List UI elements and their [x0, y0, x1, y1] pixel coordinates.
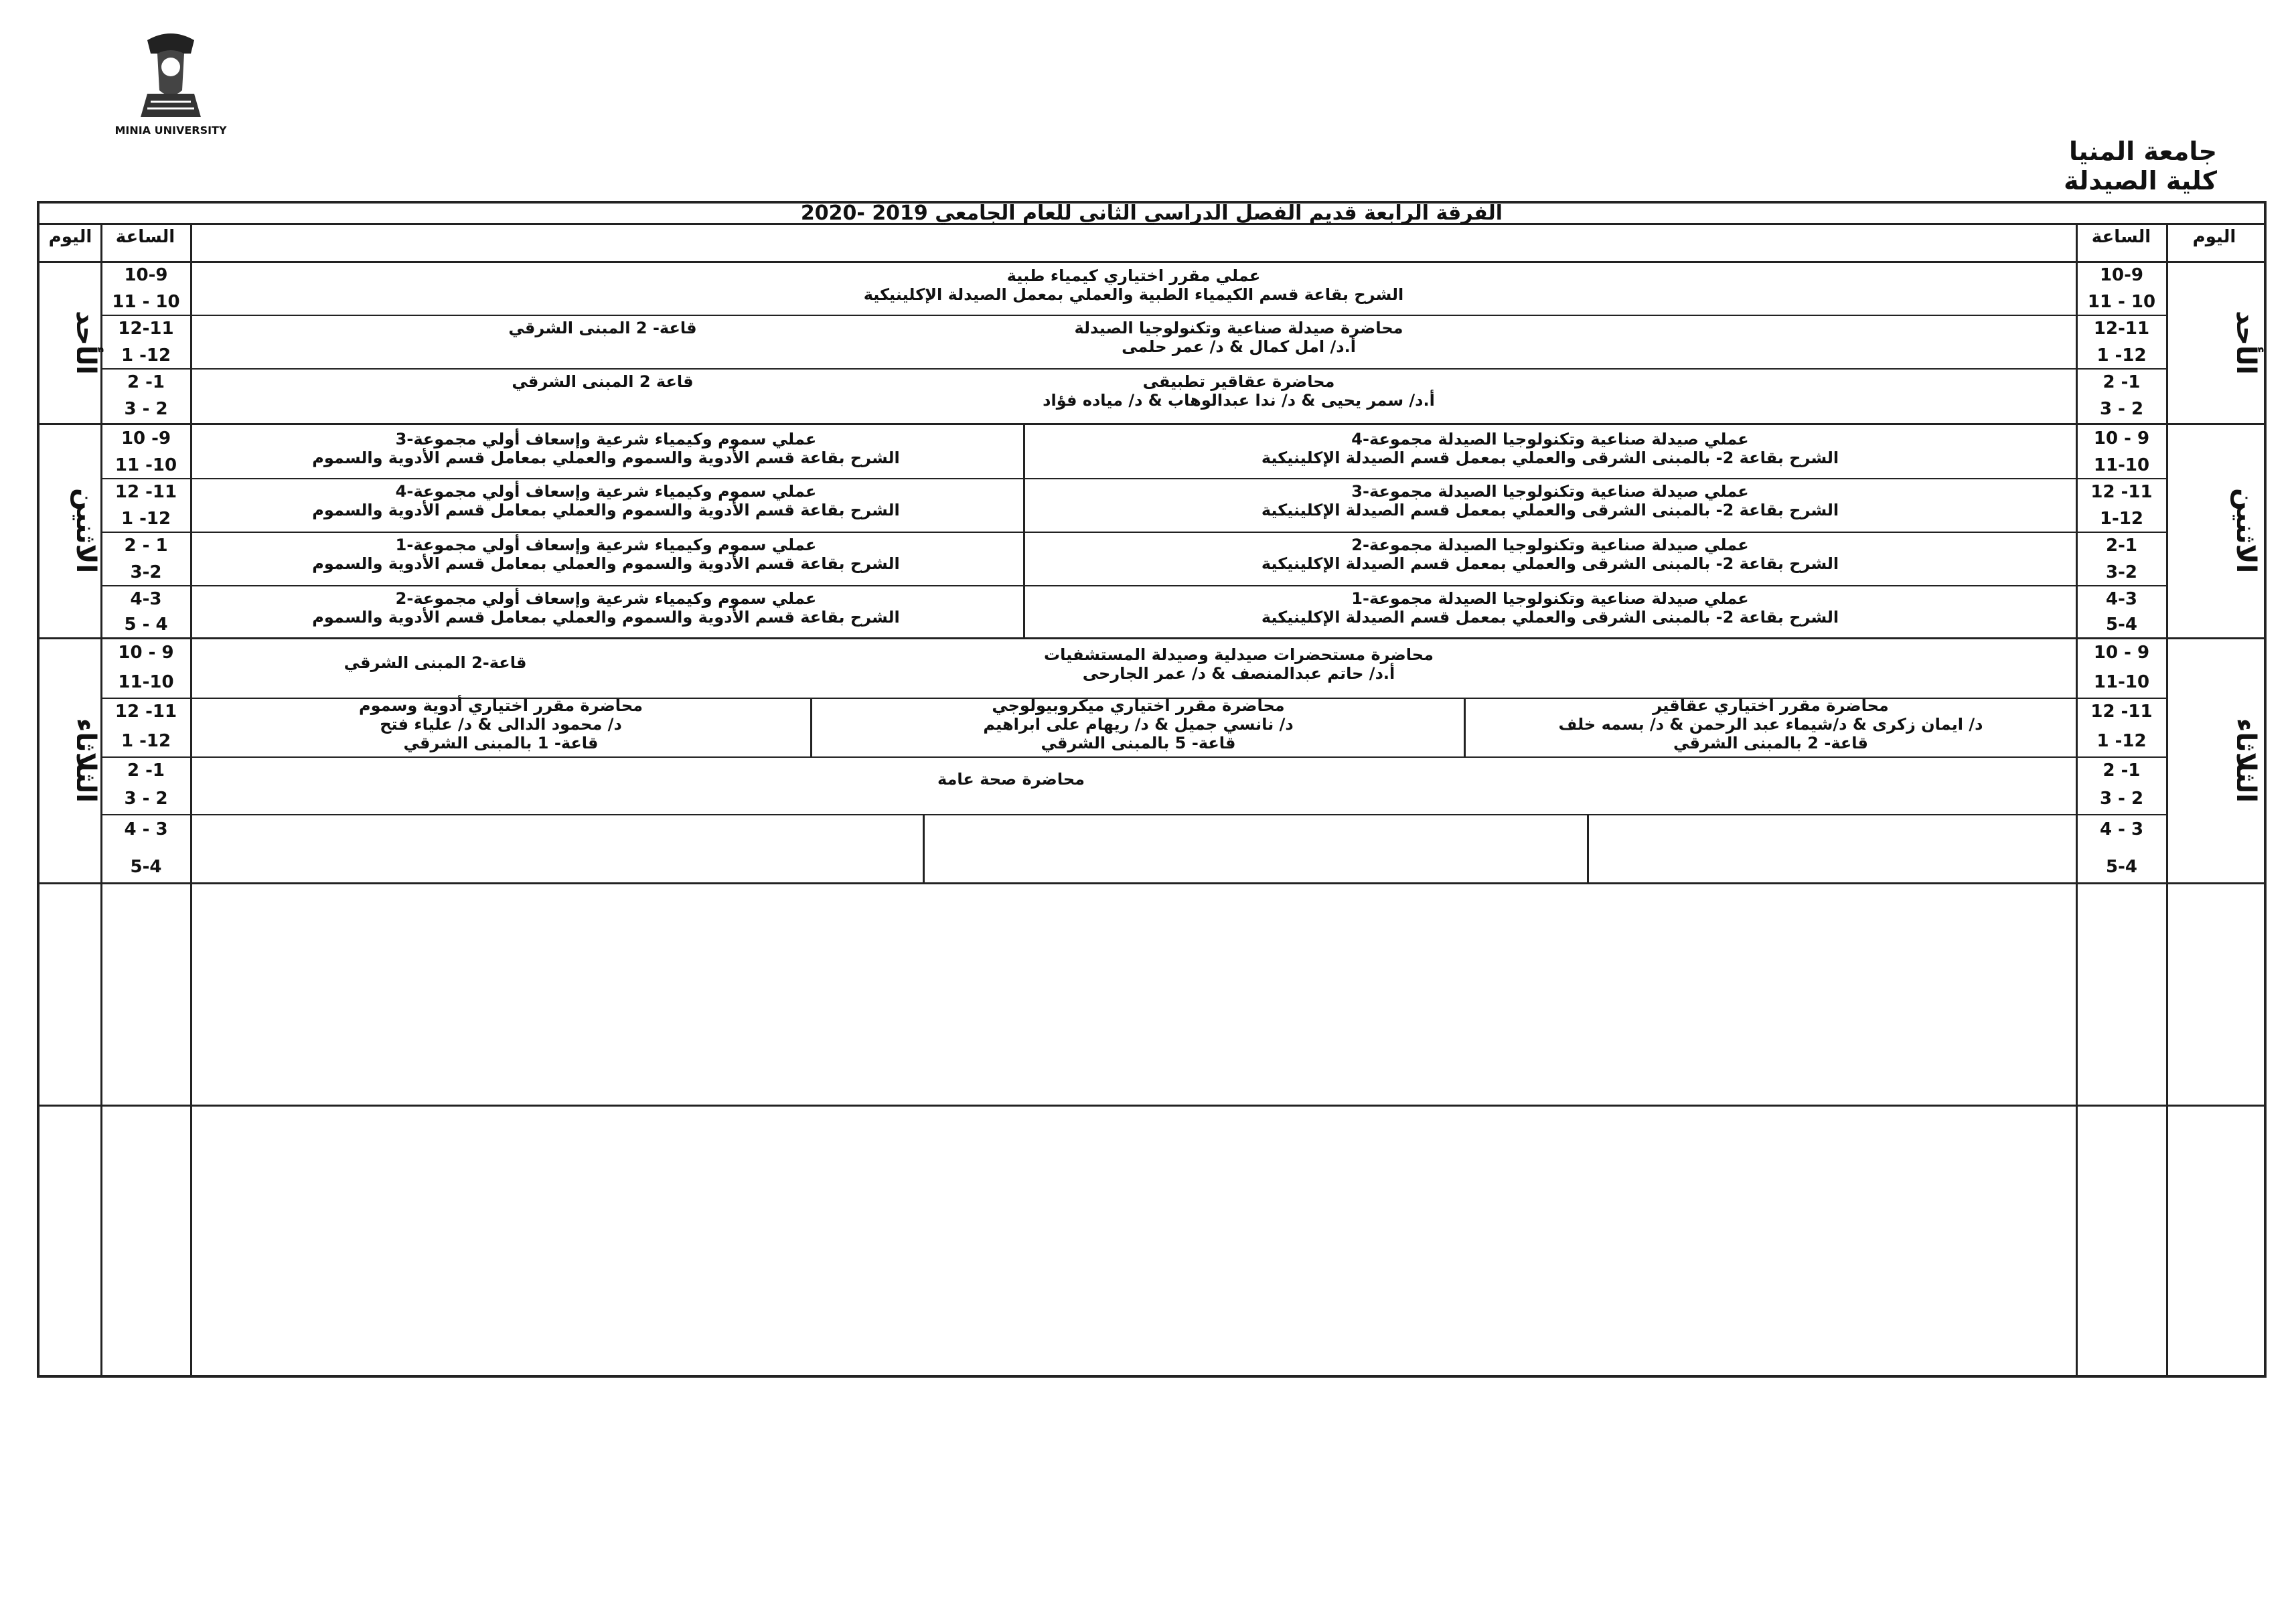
divider [1587, 814, 1589, 882]
sunday-lecture-pharmacognosy [870, 372, 1607, 410]
time-slot: 11-10 [118, 672, 174, 692]
time-slot: 3 - 2 [2099, 399, 2144, 419]
cell-line: الشرح بقاعة قسم الأدوية والسموم والعملي بمعامل قسم الأدوية والسموم [312, 449, 900, 467]
divider [2077, 315, 2166, 316]
divider [102, 585, 2166, 586]
university-logo [121, 27, 221, 127]
time-slot: 10 -9 [121, 428, 171, 449]
cell-line: محاضرة مقرر اختياري ميكروبيولوجي [992, 696, 1285, 715]
col-header-day-right: اليوم [2192, 227, 2236, 247]
time-slot: 10-9 [124, 265, 168, 285]
cell-line: قاعة- 1 بالمبنى الشرقي [403, 734, 599, 752]
time-slot: 2 -1 [2102, 372, 2141, 392]
time-slot: 4 - 3 [124, 819, 168, 839]
time-slot: 3 - 2 [124, 789, 168, 809]
time-slot: 12-11 [118, 319, 174, 339]
cell-line: قاعة- 2 بالمبنى الشرقي [1673, 734, 1868, 752]
cell-line: عملي سموم وكيمياء شرعية وإسعاف أولي مجموعة-1 [395, 536, 817, 554]
cell-line: عملي مقرر اختياري كيمياء طبية [1006, 266, 1261, 285]
cell-line: محاضرة مقرر اختياري أدوية وسموم [359, 696, 643, 715]
divider [190, 225, 192, 1375]
divider [102, 756, 2166, 758]
time-slot: 5-4 [2106, 615, 2137, 635]
col-header-time-left: الساعة [115, 227, 175, 247]
cell-line: الشرح بقاعة 2- بالمبنى الشرقى والعملي بمعمل قسم الصيدلة الإكلينيكية [1261, 501, 1839, 519]
cell-line: محاضرة صيدلة صناعية وتكنولوجيا الصيدلة [1074, 319, 1403, 337]
monday-r3-toxicology [194, 536, 1018, 573]
divider [923, 814, 925, 882]
university-name: جامعة المنيا [2069, 137, 2217, 166]
col-header-time-right: الساعة [2091, 227, 2151, 247]
cell-line: قاعة- 5 بالمبنى الشرقي [1041, 734, 1236, 752]
time-slot: 12 -11 [2090, 702, 2153, 722]
time-slot: 11-10 [2093, 672, 2150, 692]
divider [40, 882, 2264, 884]
divider [102, 368, 2076, 370]
time-slot: 5-4 [2106, 857, 2137, 877]
sunday-practical-medchem [192, 266, 2075, 304]
logo-caption: MINIA UNIVERSITY [114, 124, 227, 137]
time-slot: 12 -11 [114, 482, 177, 502]
monday-r1-toxicology [194, 430, 1018, 467]
tuesday-elective-pharmacology [194, 696, 808, 752]
time-slot: 3-2 [130, 562, 162, 582]
day-label-monday-right: الاثنين [2230, 488, 2261, 574]
divider [40, 261, 2264, 263]
divider [102, 532, 2166, 533]
sunday-lecture-industrial-pharmacy [870, 319, 1607, 356]
divider [40, 423, 2264, 425]
cell-line: الشرح بقاعة قسم الأدوية والسموم والعملي بمعامل قسم الأدوية والسموم [312, 501, 900, 519]
time-slot: 10 - 9 [2093, 643, 2150, 663]
day-label-sunday-left: الأحد [70, 311, 101, 375]
divider [102, 814, 2166, 815]
tuesday-elective-pharmacognosy [1468, 696, 2074, 752]
time-slot: 2-1 [2106, 536, 2137, 556]
cell-line: الشرح بقاعة قسم الأدوية والسموم والعملي بمعامل قسم الأدوية والسموم [312, 608, 900, 627]
time-slot: 1-12 [2099, 509, 2144, 529]
divider [2077, 368, 2166, 370]
cell-line: الشرح بقاعة 2- بالمبنى الشرقى والعملي بمعمل قسم الصيدلة الإكلينيكية [1261, 554, 1839, 573]
cell-line: محاضرة مقرر اختياري عقاقير [1653, 696, 1889, 715]
timetable-title: الفرقة الرابعة قديم الفصل الدراسي الثاني للعام الجامعي 2019 -2020 [40, 204, 2264, 225]
time-slot: 1 -12 [121, 345, 171, 366]
monday-r4-industrial [1028, 589, 2072, 627]
time-slot: 10 - 9 [2093, 428, 2150, 449]
time-slot: 12 -11 [2090, 482, 2153, 502]
divider [102, 478, 2166, 479]
time-slot: 10 - 9 [118, 643, 174, 663]
tuesday-lecture-public-health: محاضرة صحة عامة [937, 770, 1085, 789]
divider [40, 637, 2264, 639]
time-slot: 5 - 4 [124, 615, 168, 635]
day-label-sunday-right: الأحد [2230, 311, 2261, 375]
cell-line: محاضرة عقاقير تطبيقى [1142, 372, 1335, 391]
cell-line: عملي صيدلة صناعية وتكنولوجيا الصيدلة مجموعة-2 [1351, 536, 1749, 554]
cell-line: أ.د/ سمر يحيى & د/ ندا عبدالوهاب & د/ مياده فؤاد [1043, 391, 1435, 410]
university-header [2064, 137, 2217, 195]
time-slot: 2 - 1 [124, 536, 168, 556]
monday-r3-industrial [1028, 536, 2072, 573]
cell-line: الشرح بقاعة قسم الأدوية والسموم والعملي بمعامل قسم الأدوية والسموم [312, 554, 900, 573]
time-slot: 1 -12 [2096, 345, 2147, 366]
time-slot: 2 -1 [2102, 760, 2141, 781]
tuesday-elective-microbiology [814, 696, 1462, 752]
cell-line: د/ ايمان زكرى & د/شيماء عبد الرحمن & د/ بسمه خلف [1558, 715, 1983, 734]
time-slot: 10-9 [2099, 265, 2144, 285]
time-slot: 4-3 [2106, 589, 2137, 609]
time-slot: 2 -1 [127, 760, 165, 781]
cell-line: د/ محمود الدالى & د/ علياء فتح [380, 715, 622, 734]
monday-r2-toxicology [194, 482, 1018, 519]
time-slot: 3 - 2 [124, 399, 168, 419]
tuesday-lecture-hospital-pharmacy [803, 645, 1674, 683]
sunday-hall: قاعة 2 المبنى الشرقي [512, 372, 694, 391]
cell-line: عملي صيدلة صناعية وتكنولوجيا الصيدلة مجموعة-3 [1351, 482, 1749, 501]
cell-line: د/ نانسي جميل & د/ ريهام على ابراهيم [983, 715, 1294, 734]
time-slot: 11 - 10 [112, 292, 180, 312]
cell-line: محاضرة مستحضرات صيدلية وصيدلة المستشفيات [1044, 645, 1434, 664]
sunday-hall: قاعة- 2 المبنى الشرقي [508, 319, 697, 337]
divider [1464, 698, 1466, 756]
time-slot: 5-4 [130, 857, 162, 877]
day-label-monday-left: الاثنين [70, 488, 101, 574]
cell-line: عملي سموم وكيمياء شرعية وإسعاف أولي مجموعة-3 [395, 430, 817, 449]
cell-line: الشرح بقاعة 2- بالمبنى الشرقى والعملي بمعمل قسم الصيدلة الإكلينيكية [1261, 449, 1839, 467]
time-slot: 1 -12 [121, 731, 171, 751]
monday-r4-toxicology [194, 589, 1018, 627]
cell-line: أ.د/ امل كمال & د/ عمر حلمى [1122, 337, 1356, 356]
time-slot: 1 -12 [2096, 731, 2147, 751]
cell-line: أ.د/ حاتم عبدالمنصف & د/ عمر الجارحى [1082, 664, 1395, 683]
time-slot: 1 -12 [121, 509, 171, 529]
time-slot: 11-10 [2093, 455, 2150, 475]
time-slot: 4-3 [130, 589, 162, 609]
cell-line: عملي صيدلة صناعية وتكنولوجيا الصيدلة مجموعة-1 [1351, 589, 1749, 608]
cell-line: عملي صيدلة صناعية وتكنولوجيا الصيدلة مجموعة-4 [1351, 430, 1749, 449]
cell-line: الشرح بقاعة 2- بالمبنى الشرقى والعملي بمعمل قسم الصيدلة الإكلينيكية [1261, 608, 1839, 627]
divider [1023, 424, 1025, 637]
cell-line: الشرح بقاعة قسم الكيمياء الطبية والعملي بمعمل الصيدلة الإكلينيكية [863, 285, 1404, 304]
divider [102, 315, 2076, 316]
monday-r1-industrial [1028, 430, 2072, 467]
time-slot: 12-11 [2093, 319, 2150, 339]
day-label-tuesday-left: الثلاثاء [70, 718, 101, 803]
time-slot: 4 - 3 [2099, 819, 2144, 839]
divider [810, 698, 812, 756]
cell-line: عملي سموم وكيمياء شرعية وإسعاف أولي مجموعة-2 [395, 589, 817, 608]
cell-line: عملي سموم وكيمياء شرعية وإسعاف أولي مجموعة-4 [395, 482, 817, 501]
time-slot: 12 -11 [114, 702, 177, 722]
time-slot: 2 -1 [127, 372, 165, 392]
col-header-day-left: اليوم [48, 227, 92, 247]
tuesday-hall: قاعة-2 المبنى الشرقي [343, 653, 527, 672]
time-slot: 3 - 2 [2099, 789, 2144, 809]
monday-r2-industrial [1028, 482, 2072, 519]
time-slot: 3-2 [2106, 562, 2137, 582]
divider [40, 1105, 2264, 1107]
time-slot: 11 -10 [114, 455, 177, 475]
day-label-tuesday-right: الثلاثاء [2230, 718, 2261, 803]
time-slot: 11 - 10 [2087, 292, 2156, 312]
faculty-name: كلية الصيدلة [2064, 165, 2217, 195]
